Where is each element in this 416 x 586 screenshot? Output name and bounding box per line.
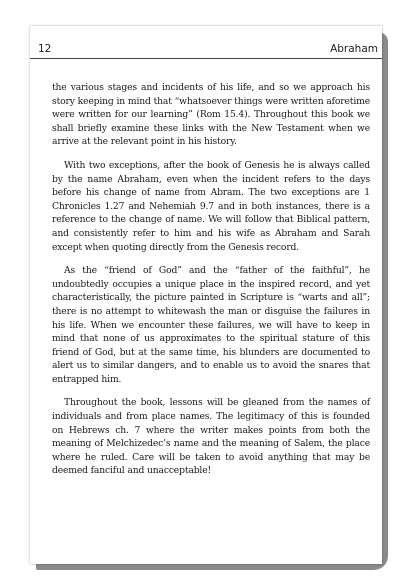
paragraph-name-usage: With two exceptions, after the book of Genesis he is always called by the name Abraham, even when the incident refers to the days before his change of name from Abram. The two exceptions are 1 Chronicles 1.27 and Nehemiah 9.7 and in both instances, there is a reference to the change of name. We will follow that Biblical pattern, and consistently refer to him and his wife as Abraham and Sarah except when quoting directly from the Genesis record.	[52, 159, 370, 253]
book-page	[30, 26, 382, 564]
body-text	[52, 81, 370, 488]
page-number: 12	[38, 43, 52, 55]
paragraph-friend-of-god: As the “friend of God” and the “father of the faithful”, he undoubtedly occupies a unique place in the inspired record, and yet characteristically, the picture painted in Scripture is “warts and all”; there is no attempt to whitewash the man or disguise the failures in his life. When we encounter these failures, we will have to keep in mind that none of us approximates to the spiritual stature of this friend of God, but at the same time, his blunders are documented to alert us to similar dangers, and to enable us to avoid the snares that entrapped him.	[52, 265, 370, 385]
paragraph-continuation: the various stages and incidents of his life, and so we approach his story keeping in mind that “whatsoever things were written aforetime were written for our learning” (Rom 15.4). Throughout this book we shall briefly examine these links with the New Testament when we arrive at the relevant point in his history.	[52, 82, 370, 148]
paragraph-names-lessons: Throughout the book, lessons will be gleaned from the names of individuals and from place names. The legitimacy of this is founded on Hebrews ch. 7 where the writer makes points from both the meaning of Melchizedec’s name and the meaning of Salem, the place where he ruled. Care will be taken to avoid anything that may be deemed fanciful and unacceptable!	[52, 397, 370, 477]
running-title: Abraham	[330, 43, 378, 55]
running-head	[30, 40, 382, 59]
